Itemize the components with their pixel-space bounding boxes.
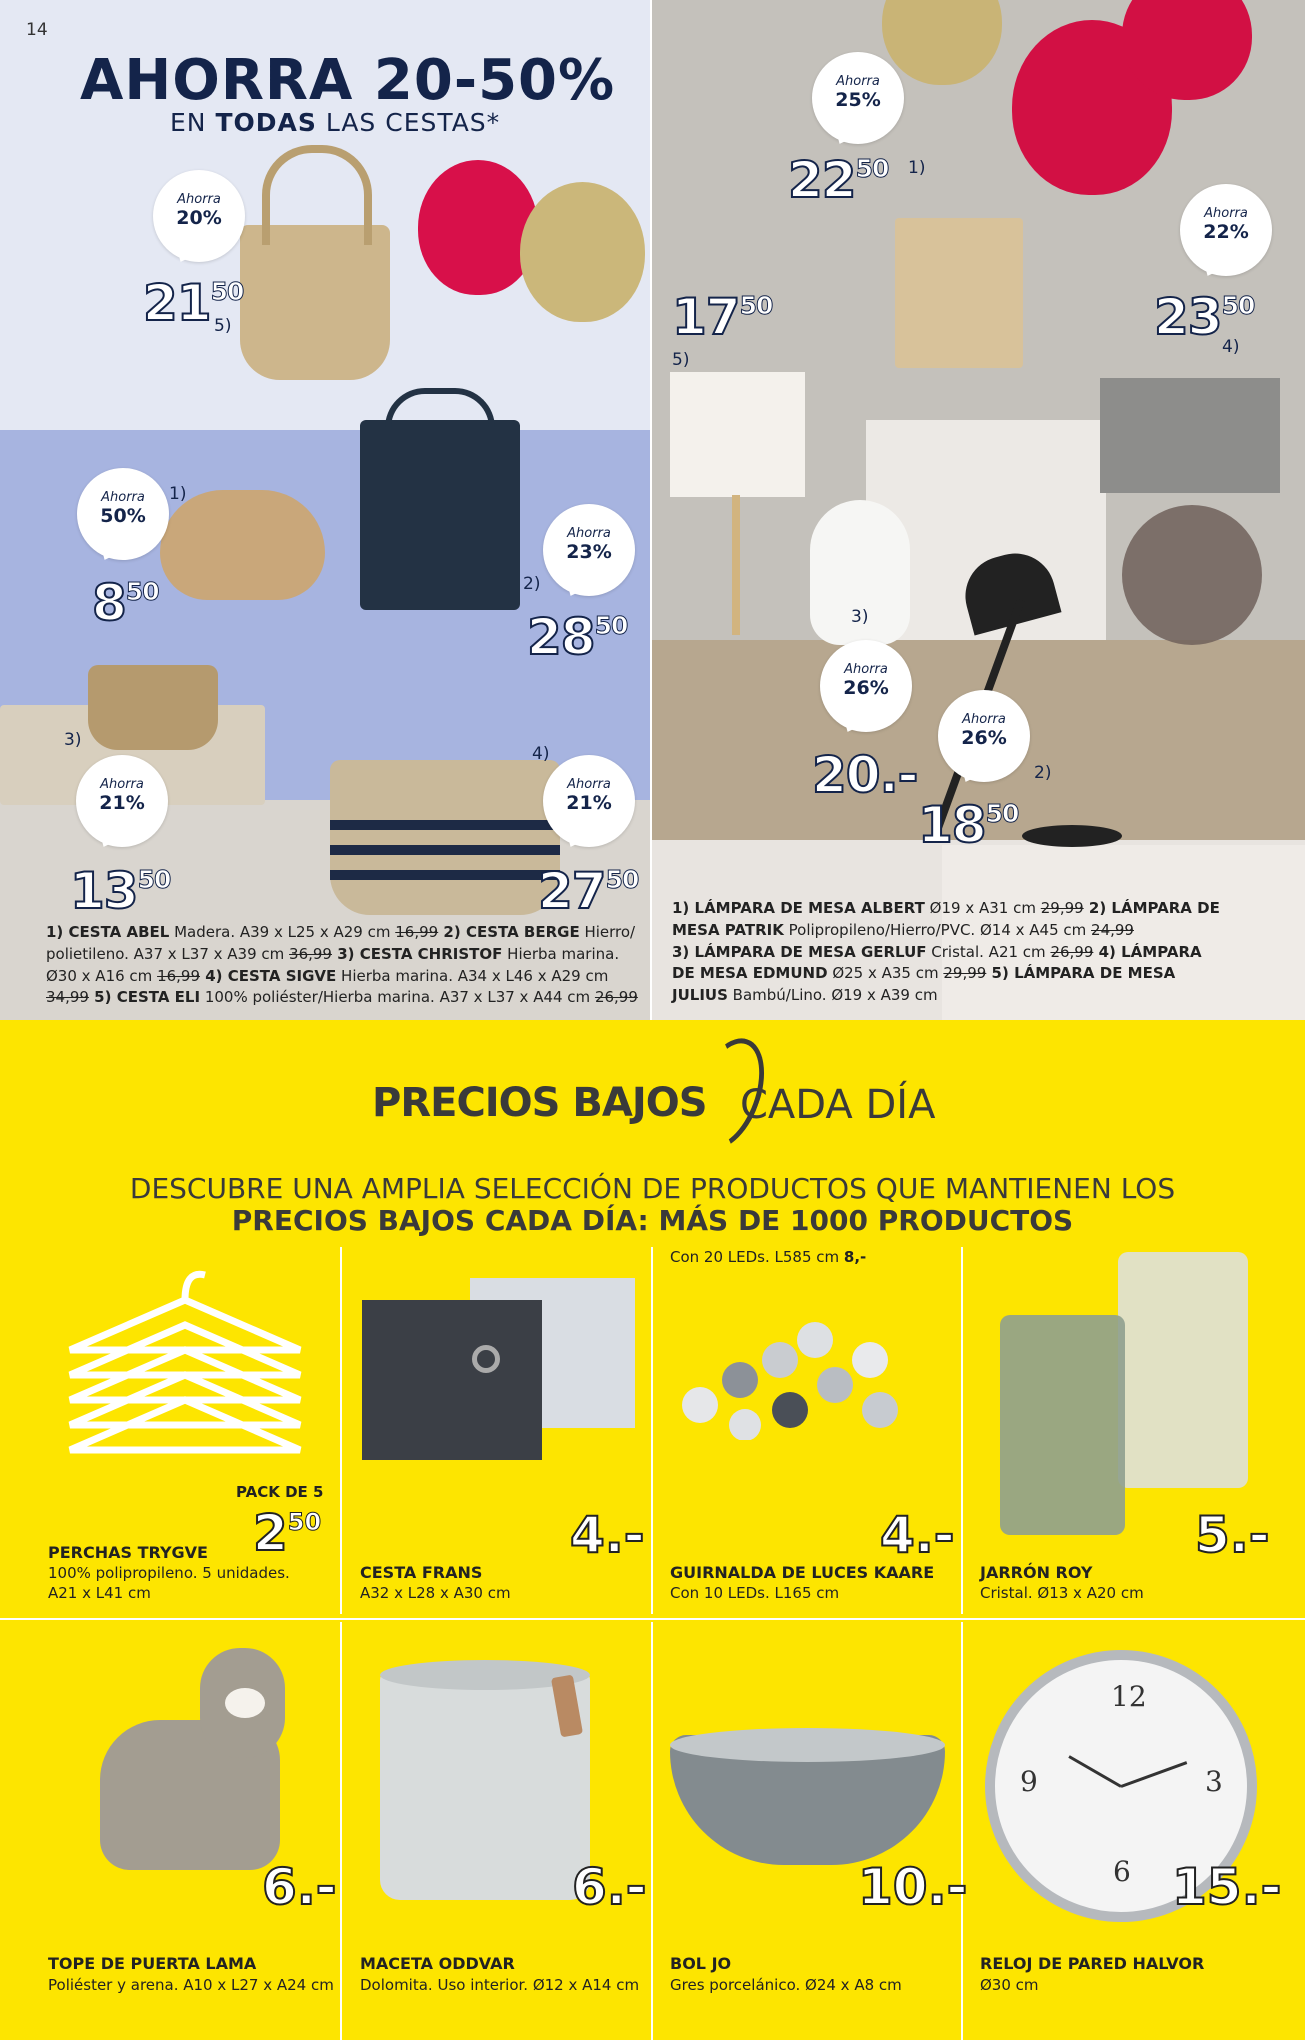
product-name: RELOJ DE PARED HALVOR [980,1954,1205,1973]
item-number: 2) [523,574,541,594]
savings-badge: Ahorra 25% [812,52,904,144]
red-balloon [418,160,538,295]
baskets-panel [0,0,650,1020]
lamp-edmund-image [1100,378,1280,493]
product-name: TOPE DE PUERTA LAMA [48,1954,257,1973]
product-desc: Cristal. Ø13 x A20 cm [980,1584,1144,1602]
item-number: 1) [908,158,926,178]
product-name: PERCHAS TRYGVE [48,1543,208,1562]
price-label: $27^{50}$ [538,862,639,920]
basket-berge-image [360,420,520,610]
grid-divider [0,1618,1305,1620]
pack-label: PACK DE 5 [236,1483,324,1501]
basket-eli-handle [262,145,372,245]
basket-abel-image [160,490,325,600]
savings-badge: Ahorra 26% [820,640,912,732]
clock-numeral: 6 [1113,1855,1131,1888]
product-desc: Ø30 cm [980,1976,1039,1994]
basket-eli-image [240,225,390,380]
product-name: CESTA FRANS [360,1563,483,1582]
grid-divider [651,1247,653,1614]
headline: AHORRA 20-50% [80,48,616,113]
product-name: JARRÓN ROY [980,1563,1093,1582]
grid-divider [340,1247,342,1614]
item-number: 4) [1222,337,1240,357]
lamp-julius-image [670,372,805,497]
vase-green-image [1000,1315,1125,1535]
price-label: 20.- [812,746,918,804]
clock-numeral: 9 [1020,1765,1038,1798]
price-label: $28^{50}$ [527,608,628,666]
price-label: $18^{50}$ [918,796,1019,854]
product-price: 5.- [1195,1506,1270,1564]
product-desc: Poliéster y arena. A10 x L27 x A24 cm [48,1976,334,1994]
lamp-patrik-base [1022,825,1122,847]
savings-badge: Ahorra 20% [153,170,245,262]
product-desc: A32 x L28 x A30 cm [360,1584,511,1602]
lamps-description: 1) LÁMPARA DE MESA ALBERT Ø19 x A31 cm 29,99 2) LÁMPARA DE MESA PATRIK Polipropileno/Hierro/PVC. Ø14 x A45 cm 24,99 3) LÁMPARA DE MESA GERLUF Cristal. A21 cm 26,99 4) LÁMPARA DE MESA EDMUND Ø25 x A35 cm 29,99 5) LÁMPARA DE MESA JULIUS Bambú/Lino. Ø19 x A39 cm [672,899,1220,1004]
price-label: $13^{50}$ [70,862,171,920]
discover-text-bold: PRECIOS BAJOS CADA DÍA: MÁS DE 1000 PRODUCTOS [231,1204,1074,1237]
product-price: 10.- [858,1858,968,1916]
basket-sigve-image [330,760,560,915]
lamp-edmund-base [1122,505,1262,645]
price-label: $21^{50}$ [143,274,244,332]
product-price: 4.- [880,1506,955,1564]
grid-divider [961,1247,963,1614]
product-desc: Dolomita. Uso interior. Ø12 x A14 cm [360,1976,640,1994]
savings-badge: Ahorra 21% [543,755,635,847]
basket-berge-handle [385,388,495,438]
product-alt-variant: Con 20 LEDs. L585 cm 8,- [670,1248,867,1266]
hangers-image [60,1260,310,1480]
lamp-julius-stand [732,495,740,635]
gold-balloon [882,0,1002,85]
product-name: GUIRNALDA DE LUCES KAARE [670,1563,935,1582]
bowl-rim [670,1728,945,1762]
clock-numeral: 3 [1205,1765,1223,1798]
clock-hand [1120,1761,1187,1788]
clock-numeral: 12 [1111,1680,1147,1713]
product-name: MACETA ODDVAR [360,1954,515,1973]
item-number: 1) [169,484,187,504]
grid-divider [340,1622,342,2040]
vase-clear-image [1118,1252,1248,1488]
item-number: 5) [672,350,690,370]
price-label: $22^{50}$ [788,151,889,209]
product-desc: Gres porcelánico. Ø24 x A8 cm [670,1976,902,1994]
product-name: BOL JO [670,1954,732,1973]
precios-bajos-title: PRECIOS BAJOS [372,1080,707,1126]
clock-hand [1068,1755,1121,1788]
product-desc: Con 10 LEDs. L165 cm [670,1584,840,1602]
product-price: 15.- [1172,1858,1282,1916]
llama-head [200,1648,285,1758]
price-label: $8^{50}$ [92,574,159,632]
cada-dia-title: CADA DÍA [740,1082,936,1128]
grid-divider [651,1622,653,2040]
product-price: 6.- [572,1858,647,1916]
item-number: 2) [1034,763,1052,783]
product-price: $2^{50}$ [253,1504,322,1562]
grid-divider [961,1622,963,2040]
discover-text: DESCUBRE UNA AMPLIA SELECCIÓN DE PRODUCTOS QUE MANTIENEN LOS [129,1172,1176,1205]
price-label: $17^{50}$ [672,288,773,346]
gold-balloon [520,182,645,322]
savings-badge: Ahorra 21% [76,755,168,847]
item-number: 3) [851,607,869,627]
price-label: $23^{50}$ [1154,288,1255,346]
subheadline: EN TODAS LAS CESTAS* [170,108,501,137]
savings-badge: Ahorra 22% [1180,184,1272,276]
savings-badge: Ahorra 50% [77,468,169,560]
lamp-albert-image [895,218,1023,368]
baskets-description: 1) CESTA ABEL Madera. A39 x L25 x A29 cm 16,99 2) CESTA BERGE Hierro/ polietileno. A37 x L37 x A39 cm 36,99 3) CESTA CHRISTOF Hierba marina. Ø30 x A16 cm 16,99 4) CESTA SIGVE Hierba marina. A34 x L46 x A29 cm 34,99 5) CESTA ELI 100% poliéster/Hierba marina. A37 x L37 x A44 cm 26,99 [46,923,638,1007]
product-desc: 100% polipropileno. 5 unidades. A21 x L41 cm [48,1564,290,1603]
product-price: 6.- [262,1858,337,1916]
light-garland-image [670,1310,950,1440]
basket-christof-image [88,665,218,750]
savings-badge: Ahorra 23% [543,504,635,596]
lamps-panel [652,0,1305,1020]
page-number: 14 [26,20,48,40]
product-price: 4.- [570,1506,645,1564]
item-number: 3) [64,730,82,750]
savings-badge: Ahorra 26% [938,690,1030,782]
storage-box-dark-image [362,1300,542,1460]
item-number: 4) [532,744,550,764]
item-number: 5) [214,316,232,336]
